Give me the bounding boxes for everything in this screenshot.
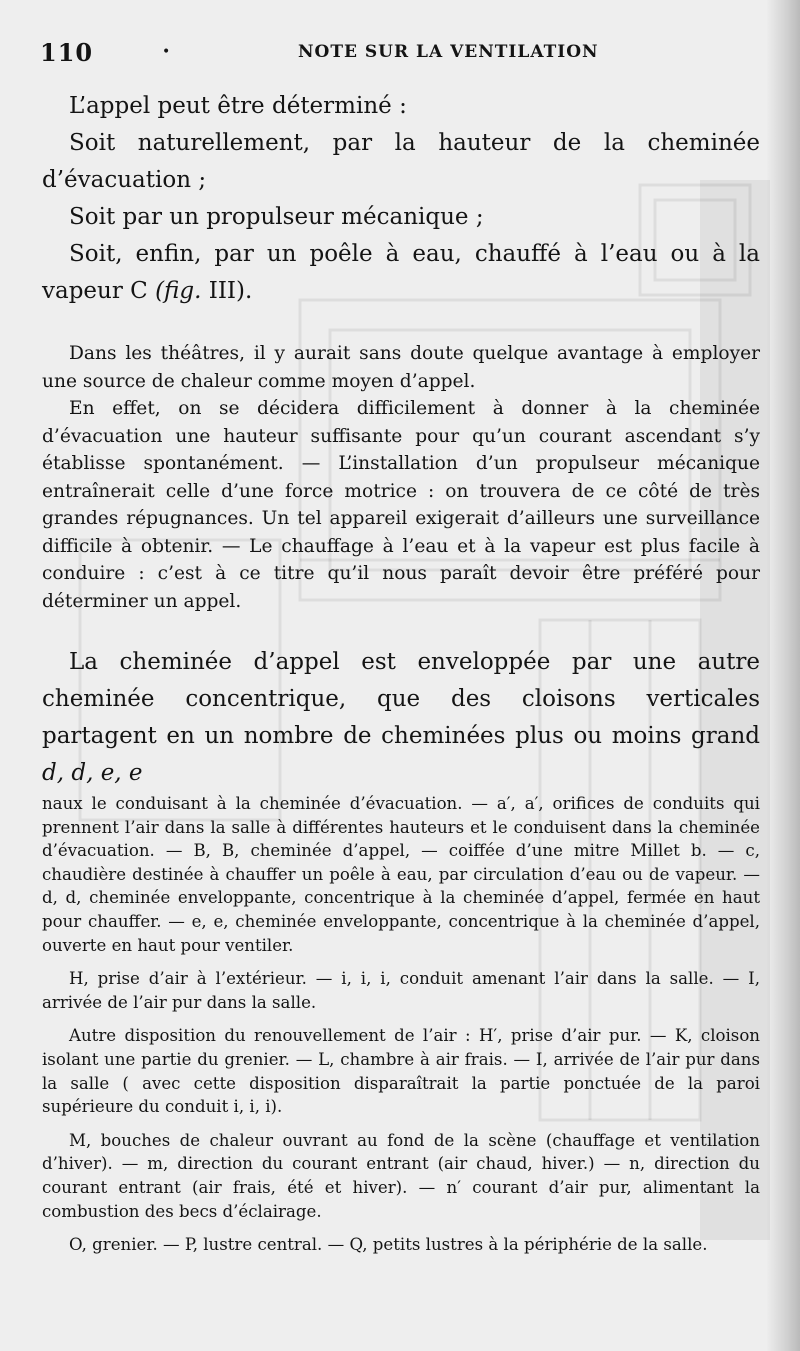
page-header (40, 38, 760, 68)
legend-paragraph: H, prise d’air à l’extérieur. — i, i, i, conduit amenant l’air dans la salle. — I, arrivée de l’air pur dans la salle. (42, 969, 760, 1012)
legend-paragraph: naux le conduisant à la cheminée d’évacuation. — a′, a′, orifices de conduits qui prennent l’air dans la salle à différentes hauteurs et le conduisent dans la cheminée d’évacuation. — B, B, cheminée d’appel, — coiffée d’une mitre Millet b. — c, chaudière destinée à chauffer un poêle à eau, par circulation d’eau ou de vapeur. — d, d, cheminée enveloppante, concentrique à la cheminée d’appel, fermée en haut pour chauffer. — e, e, cheminée enveloppante, concentrique à la cheminée d’appel, ouverte en haut pour ventiler. (42, 794, 760, 955)
section-appel-modes (42, 88, 760, 310)
figure-ref: (fig. (155, 278, 202, 304)
paragraph: L’appel peut être déterminé : (69, 93, 407, 119)
paragraph (42, 644, 760, 792)
legend-paragraph: M, bouches de chaleur ouvrant au fond de la scène (chauffage et ventilation d’hiver). — m, direction du courant entrant (air chaud, hiver.) — n, direction du courant entrant (air frais, été et hiver). — n′ courant d’air pur, alimentant la combustion des becs d’éclairage. (42, 1130, 760, 1221)
page-number: 110 (40, 38, 94, 67)
section-cheminee (42, 644, 760, 792)
paragraph: Soit par un propulseur mécanique ; (69, 204, 484, 230)
paragraph: Soit naturellement, par la hauteur de la cheminée d’évacuation ; (42, 130, 760, 193)
paragraph-text: La cheminée d’appel est enveloppée par une autre cheminée concentrique, que des cloisons verticales partagent en un nombre de cheminées plus ou moins grand (42, 649, 760, 749)
paragraph (42, 236, 760, 310)
running-title: NOTE SUR LA VENTILATION (298, 42, 599, 62)
legend-paragraph: Autre disposition du renouvellement de l’air : H′, prise d’air pur. — K, cloison isolant une partie du grenier. — L, chambre à air frais. — I, arrivée de l’air pur dans la salle ( avec cette disposition disparaîtrait la partie ponctuée de la paroi supérieure du conduit i, i, i). (42, 1026, 760, 1117)
paragraph: Dans les théâtres, il y aurait sans doute quelque avantage à employer une source de chaleur comme moyen d’appel. (42, 343, 760, 392)
chimney-letters: d, d, e, e (42, 760, 143, 786)
paragraph-text: Soit, enfin, par un poêle à eau, chauffé à l’eau ou à la vapeur C (42, 241, 760, 304)
header-separator: • (162, 44, 171, 60)
legend-paragraph: O, grenier. — P, lustre central. — Q, petits lustres à la périphérie de la salle. (69, 1235, 708, 1255)
figure-number: III). (208, 278, 253, 304)
paragraph: En effet, on se décidera difficilement à donner à la cheminée d’évacuation une hauteur suffisante pour qu’un courant ascendant s’y établisse spontanément. — L’installation d’un propulseur mécanique entraînerait celle d’une force motrice : on trouvera de ce côté de très grandes répugnances. Un tel appareil exigerait d’ailleurs une surveillance difficile à obtenir. — Le chauffage à l’eau et à la vapeur est plus facile à conduire : c’est à ce titre qu’il nous paraît devoir être préféré pour déterminer un appel. (42, 398, 760, 612)
section-theatres (42, 340, 760, 615)
figure-legend (42, 792, 760, 1257)
page-edge-shadow (766, 0, 800, 1351)
